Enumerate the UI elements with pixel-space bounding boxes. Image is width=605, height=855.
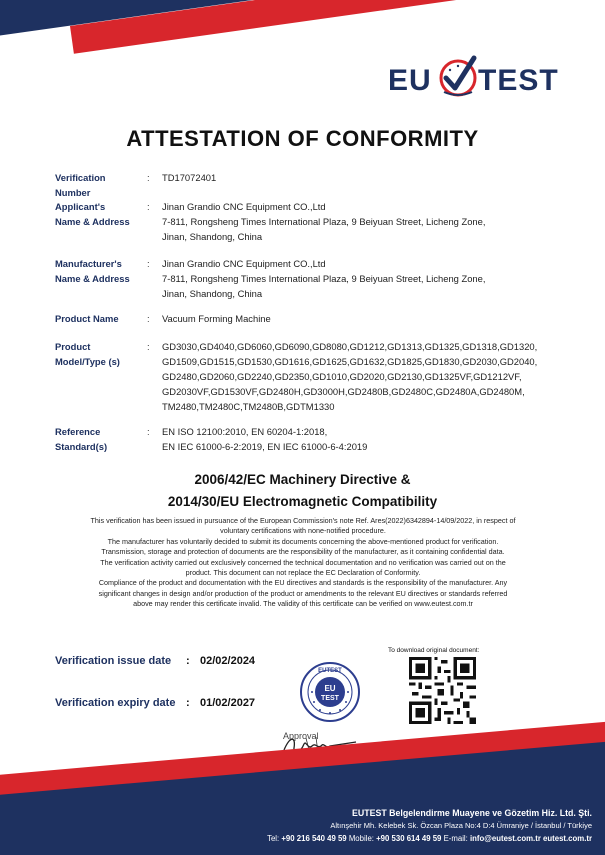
statement-line: product. This document can not replace the EC Declaration of Conformity. bbox=[185, 568, 421, 578]
statement-line: Transmission, storage and protection of documents are the responsibility of the manufacturer, as it containing confidential data. bbox=[101, 547, 505, 557]
colon: : bbox=[147, 201, 150, 212]
statement-line: significant changes in design and/or production of the product or amendments to the relevant EU directives or standards referred bbox=[98, 588, 508, 598]
manufacturer-address-line1: 7-811, Rongsheng Times International Plaza, 9 Beiyuan Street, Licheng Zone, bbox=[162, 273, 486, 284]
email-link[interactable]: info@eutest.com.tr bbox=[470, 834, 541, 843]
statement-line: above may render this certificate invalid. The validity of this certificate can be verified on www.eutest.com.tr bbox=[133, 599, 473, 609]
directive-emc: 2014/30/EU Electromagnetic Compatibility bbox=[167, 494, 438, 509]
issue-date-label: Verification issue date bbox=[55, 655, 172, 667]
seal-inner-bottom: TEST bbox=[321, 695, 339, 702]
product-name-label: Product Name bbox=[55, 313, 119, 324]
manufacturer-address-line2: Jinan, Shandong, China bbox=[162, 288, 263, 299]
email-label: E-mail: bbox=[443, 834, 468, 843]
directive-machinery: 2006/42/EC Machinery Directive & bbox=[194, 472, 411, 487]
model-list-line4: GD2030VF,GD1530VF,GD2480H,GD3000H,GD2480B,GD2480C,GD2480A,GD2480M, bbox=[162, 386, 525, 397]
applicant-label-line1: Applicant's bbox=[55, 201, 106, 212]
colon: : bbox=[186, 697, 190, 709]
model-list-line1: GD3030,GD4040,GD6060,GD6090,GD8080,GD1212,GD1313,GD1325,GD1318,GD1320, bbox=[162, 341, 538, 352]
statement-line: This verification has been issued in pursuance of the European Commission's note Ref. Ares(2022)6342894-14/09/2022, in respect of bbox=[90, 516, 516, 525]
colon: : bbox=[147, 172, 150, 183]
footer-contact bbox=[0, 834, 592, 843]
seal-ring-text: EUTEST bbox=[318, 668, 342, 674]
statement-line: The verification activity carried out exclusively concerned the technical documentation and no verification was carried out on the bbox=[100, 557, 506, 567]
manufacturer-label-line1: Manufacturer's bbox=[55, 258, 122, 269]
applicant-row bbox=[55, 199, 575, 249]
tel-value[interactable]: +90 216 540 49 59 bbox=[281, 834, 347, 843]
eutest-seal-icon bbox=[300, 662, 360, 722]
statement-line: voluntary certifications with none-notified procedure. bbox=[220, 526, 386, 536]
statement-paragraph bbox=[58, 516, 548, 610]
verification-number-row bbox=[55, 170, 575, 200]
expiry-date-label: Verification expiry date bbox=[55, 697, 176, 709]
applicant-address-line1: 7-811, Rongsheng Times International Plaza, 9 Beiyuan Street, Licheng Zone, bbox=[162, 216, 486, 227]
model-list-line3: GD2480,GD2060,GD2240,GD2350,GD1010,GD2020,GD2130,GD1325VF,GD1212VF, bbox=[162, 371, 522, 382]
approval-label: Approval bbox=[283, 731, 319, 741]
tel-label: Tel: bbox=[267, 834, 280, 843]
colon: : bbox=[147, 313, 150, 324]
product-model-row bbox=[55, 339, 575, 417]
mobile-label: Mobile: bbox=[348, 834, 374, 843]
manufacturer-label-line2: Name & Address bbox=[55, 273, 130, 284]
applicant-address-line2: Jinan, Shandong, China bbox=[162, 231, 263, 242]
statement-line: Compliance of the product and documentation with the EU directives and standards is the responsibility of the manufacturer. Any bbox=[98, 578, 508, 588]
reference-label-line1: Reference bbox=[55, 426, 101, 437]
statement-line: The manufacturer has voluntarily decided to submit its documents concerning the above-mentioned product for verification. bbox=[107, 536, 499, 546]
model-list-line2: GD1509,GD1515,GD1530,GD1616,GD1625,GD1632,GD1825,GD1830,GD2030,GD2040, bbox=[162, 356, 538, 367]
colon: : bbox=[147, 258, 150, 269]
applicant-label-line2: Name & Address bbox=[55, 216, 130, 227]
manufacturer-name: Jinan Grandio CNC Equipment CO.,Ltd bbox=[162, 258, 326, 269]
verification-label-line1: Verification bbox=[55, 172, 106, 183]
model-list-line5: TM2480,TM2480C,TM2480B,GDTM1330 bbox=[162, 401, 335, 412]
eutest-logo bbox=[388, 52, 568, 112]
mobile-value[interactable]: +90 530 614 49 59 bbox=[376, 834, 442, 843]
logo-text-test: TEST bbox=[478, 64, 559, 97]
manufacturer-row bbox=[55, 256, 575, 306]
reference-standards-line2: EN IEC 61000-6-2:2019, EN IEC 61000-6-4:2019 bbox=[162, 441, 368, 452]
model-label-line2: Model/Type (s) bbox=[55, 356, 120, 367]
reference-standards-line1: EN ISO 12100:2010, EN 60204-1:2018, bbox=[162, 426, 328, 437]
colon: : bbox=[186, 655, 190, 667]
document-title: ATTESTATION OF CONFORMITY bbox=[126, 126, 479, 151]
footer-address: Altınşehir Mh. Kelebek Sk. Özcan Plaza No:4 D:4 Ümraniye / İstanbul / Türkiye bbox=[330, 821, 592, 830]
colon: : bbox=[147, 426, 150, 437]
colon: : bbox=[147, 341, 150, 352]
footer-company: EUTEST Belgelendirme Muayene ve Gözetim Hiz. Ltd. Şti. bbox=[351, 808, 592, 818]
qr-caption: To download original document: bbox=[388, 647, 480, 654]
verification-label-line2: Number bbox=[55, 187, 91, 198]
issue-date-value: 02/02/2024 bbox=[200, 655, 256, 667]
logo-text-eu: EU bbox=[388, 64, 432, 97]
product-name-value: Vacuum Forming Machine bbox=[162, 313, 271, 324]
applicant-name: Jinan Grandio CNC Equipment CO.,Ltd bbox=[162, 201, 326, 212]
product-name-row bbox=[55, 311, 575, 327]
reference-standards-row bbox=[55, 424, 575, 456]
reference-label-line2: Standard(s) bbox=[55, 441, 108, 452]
logo-check-icon bbox=[436, 52, 480, 102]
website-link[interactable]: eutest.com.tr bbox=[543, 834, 592, 843]
expiry-date-value: 01/02/2027 bbox=[200, 697, 256, 709]
qr-code-icon[interactable] bbox=[409, 657, 476, 724]
seal-inner-top: EU bbox=[324, 684, 336, 693]
model-label-line1: Product bbox=[55, 341, 91, 352]
verification-number-value: TD17072401 bbox=[162, 172, 217, 183]
